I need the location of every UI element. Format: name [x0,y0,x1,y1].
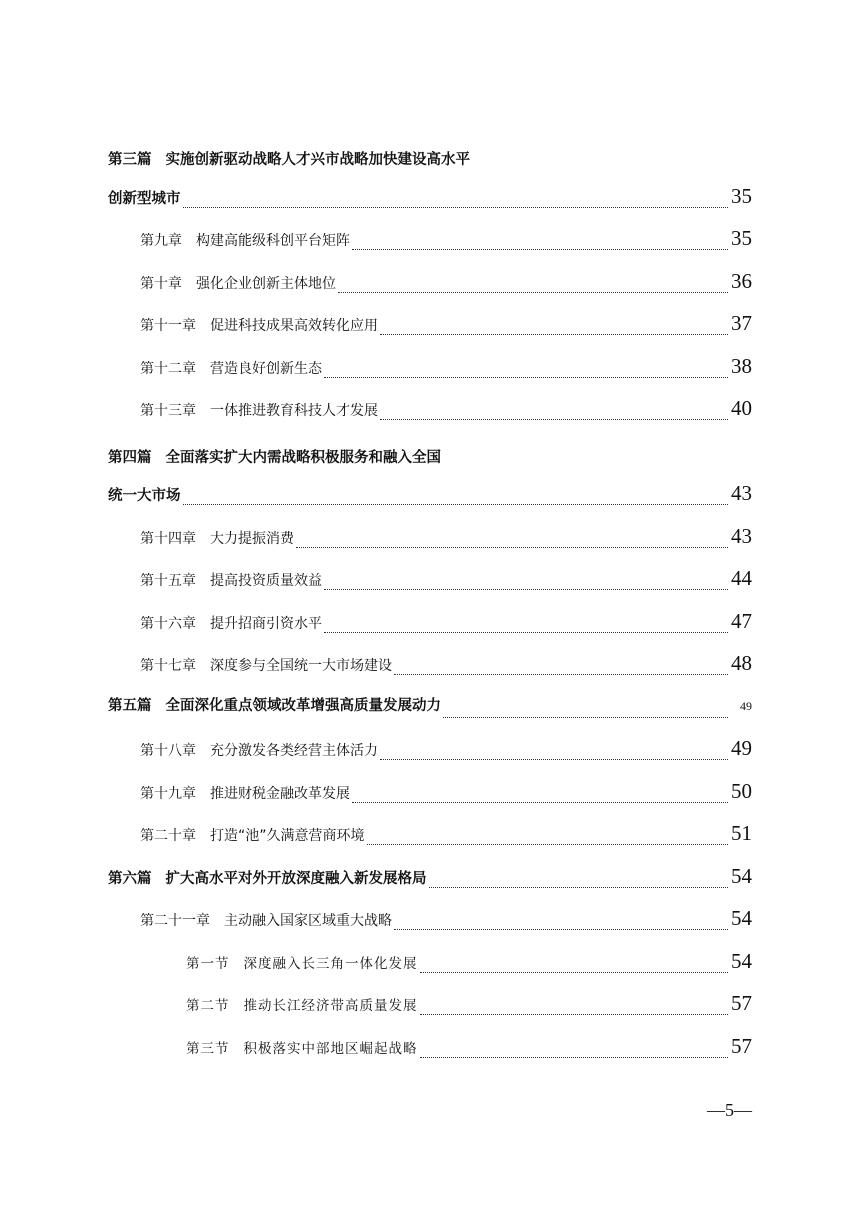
toc-page-number: 48 [731,651,752,675]
toc-entry[interactable] [140,905,752,935]
dot-leader [183,206,729,208]
toc-entry-label [140,910,392,930]
dot-leader [420,1013,729,1015]
toc-entry-text: 提高投资质量效益 [210,573,322,589]
toc-entry[interactable] [140,395,752,425]
toc-entry[interactable] [140,310,752,340]
dot-leader [420,1056,729,1058]
toc-entry-number: 第十二章 [140,360,196,377]
dot-leader [352,801,728,803]
toc-entry-text: 主动融入国家区域重大战略 [224,913,392,929]
toc-entry[interactable] [140,650,752,680]
toc-entry-label [108,484,181,505]
toc-entry-number: 第三节 [186,1040,230,1057]
toc-page-number: 49 [740,698,752,713]
part-title [108,446,441,470]
toc-entry-number: 第五篇 [108,696,152,714]
toc-entry-text: 打造“池”久满意营商环境 [210,828,365,844]
toc-entry-label [140,783,350,803]
toc-entry-number: 第二节 [186,998,230,1014]
toc-entry-label [140,740,378,760]
dot-leader [324,376,728,378]
part-title-text: 实施创新驱动战略人才兴市战略加快建设高水平 [165,151,470,168]
toc-page-number: 57 [731,991,752,1015]
toc-entry-text: 构建高能级科创平台矩阵 [196,233,350,249]
dot-leader [367,843,728,845]
dot-leader [352,248,728,250]
toc-page-number: 35 [731,226,752,250]
dot-leader [420,971,729,973]
dot-leader [380,758,728,760]
toc-entry-text: 扩大高水平对外开放深度融入新发展格局 [165,869,427,887]
toc-entry-label [108,694,441,715]
part-number: 第三篇 [108,151,152,168]
toc-entry-label [140,613,322,633]
dot-leader [394,928,728,930]
toc-page-number: 50 [731,778,752,803]
toc-entry-label [140,273,336,293]
toc-entry-text: 积极落实中部地区崛起战略 [243,1040,418,1057]
toc-entry-label [186,994,418,1014]
toc-entry[interactable] [186,948,752,978]
toc-entry[interactable] [186,990,752,1020]
toc-entry-number: 第十五章 [140,573,196,589]
dot-leader [324,631,728,633]
part-title [108,148,470,172]
toc-entry-text: 深度参与全国统一大市场建设 [210,658,392,674]
toc-entry[interactable] [140,565,752,595]
toc-entry-text: 充分激发各类经营主体活力 [210,743,378,759]
toc-entry-number: 第十四章 [140,530,196,547]
toc-entry-text: 推进财税金融改革发展 [210,785,350,802]
toc-entry-label [108,187,181,208]
toc-page-number: 44 [731,566,752,590]
dot-leader [324,588,728,590]
toc-page-number: 54 [731,948,752,973]
toc-entry[interactable] [108,183,752,213]
part-number: 第四篇 [108,448,152,466]
toc-entry-number: 第十六章 [140,615,196,632]
toc-entry-number: 第十九章 [140,785,196,802]
toc-entry-number: 第十八章 [140,743,196,759]
toc-entry[interactable] [140,820,752,850]
toc-entry-text: 一体推进教育科技人才发展 [210,403,378,419]
toc-page-number: 57 [731,1033,752,1058]
toc-page-number: 36 [731,268,752,293]
dot-leader [338,291,728,293]
toc-entry-text: 促进科技成果高效转化应用 [210,318,378,334]
toc-entry-number: 第十七章 [140,658,196,674]
toc-entry[interactable] [108,480,752,510]
dot-leader [380,418,728,420]
toc-page-number: 47 [731,608,752,633]
dot-leader [429,886,729,888]
toc-page-number: 37 [731,311,752,335]
toc-page-number: 35 [731,183,752,208]
toc-entry[interactable] [140,778,752,808]
toc-entry-label [140,315,378,335]
toc-entry-label [186,1037,418,1057]
toc-entry[interactable] [140,353,752,383]
toc-entry-text: 提升招商引资水平 [210,615,322,632]
toc-page-number: 49 [731,736,752,760]
toc-entry-label [140,655,392,675]
toc-entry-number: 第一节 [186,955,230,972]
toc-page-number: 40 [731,396,752,420]
toc-entry-text: 强化企业创新主体地位 [196,275,336,292]
page-number: —5— [707,1100,752,1120]
toc-entry-label [140,570,322,590]
toc-entry[interactable] [140,225,752,255]
toc-entry-number: 第六篇 [108,869,152,887]
toc-entry-number: 第十三章 [140,403,196,419]
toc-page-number: 43 [731,481,752,505]
toc-entry[interactable] [140,268,752,298]
dot-leader [394,673,728,675]
toc-entry-text: 营造良好创新生态 [210,360,322,377]
toc-entry-label [140,528,294,548]
toc-entry[interactable] [108,693,752,723]
toc-entry-label [140,358,322,378]
toc-entry-number: 第十章 [140,275,182,292]
toc-entry[interactable] [108,863,752,893]
toc-entry[interactable] [140,523,752,553]
toc-entry[interactable] [186,1033,752,1063]
toc-entry-label [140,400,378,420]
toc-entry-number: 第二十章 [140,828,196,844]
dot-leader [443,716,728,718]
toc-entry-label [140,825,365,845]
dot-leader [296,546,728,548]
toc-page-number: 38 [731,353,752,378]
toc-page-number: 54 [731,906,752,930]
toc-entry[interactable] [140,608,752,638]
toc-entry-number: 第十一章 [140,318,196,334]
toc-page-number: 51 [731,821,752,845]
toc-entry-text: 创新型城市 [108,189,181,207]
toc-entry[interactable] [140,735,752,765]
part-title-text: 全面落实扩大内需战略积极服务和融入全国 [165,448,441,466]
toc-entry-number: 第二十一章 [140,913,210,929]
toc-entry-label [186,952,418,972]
toc-entry-number: 第九章 [140,233,182,249]
toc-entry-label [108,867,427,888]
toc-entry-text: 全面深化重点领域改革增强高质量发展动力 [165,696,441,714]
dot-leader [380,333,728,335]
toc-entry-text: 统一大市场 [108,487,181,504]
toc-page-number: 43 [731,523,752,548]
toc-entry-text: 推动长江经济带高质量发展 [243,998,418,1014]
toc-entry-text: 大力提振消费 [210,530,294,547]
dot-leader [183,503,729,505]
toc-entry-text: 深度融入长三角一体化发展 [243,955,418,972]
toc-entry-label [140,230,350,250]
toc-page-number: 54 [731,863,752,888]
